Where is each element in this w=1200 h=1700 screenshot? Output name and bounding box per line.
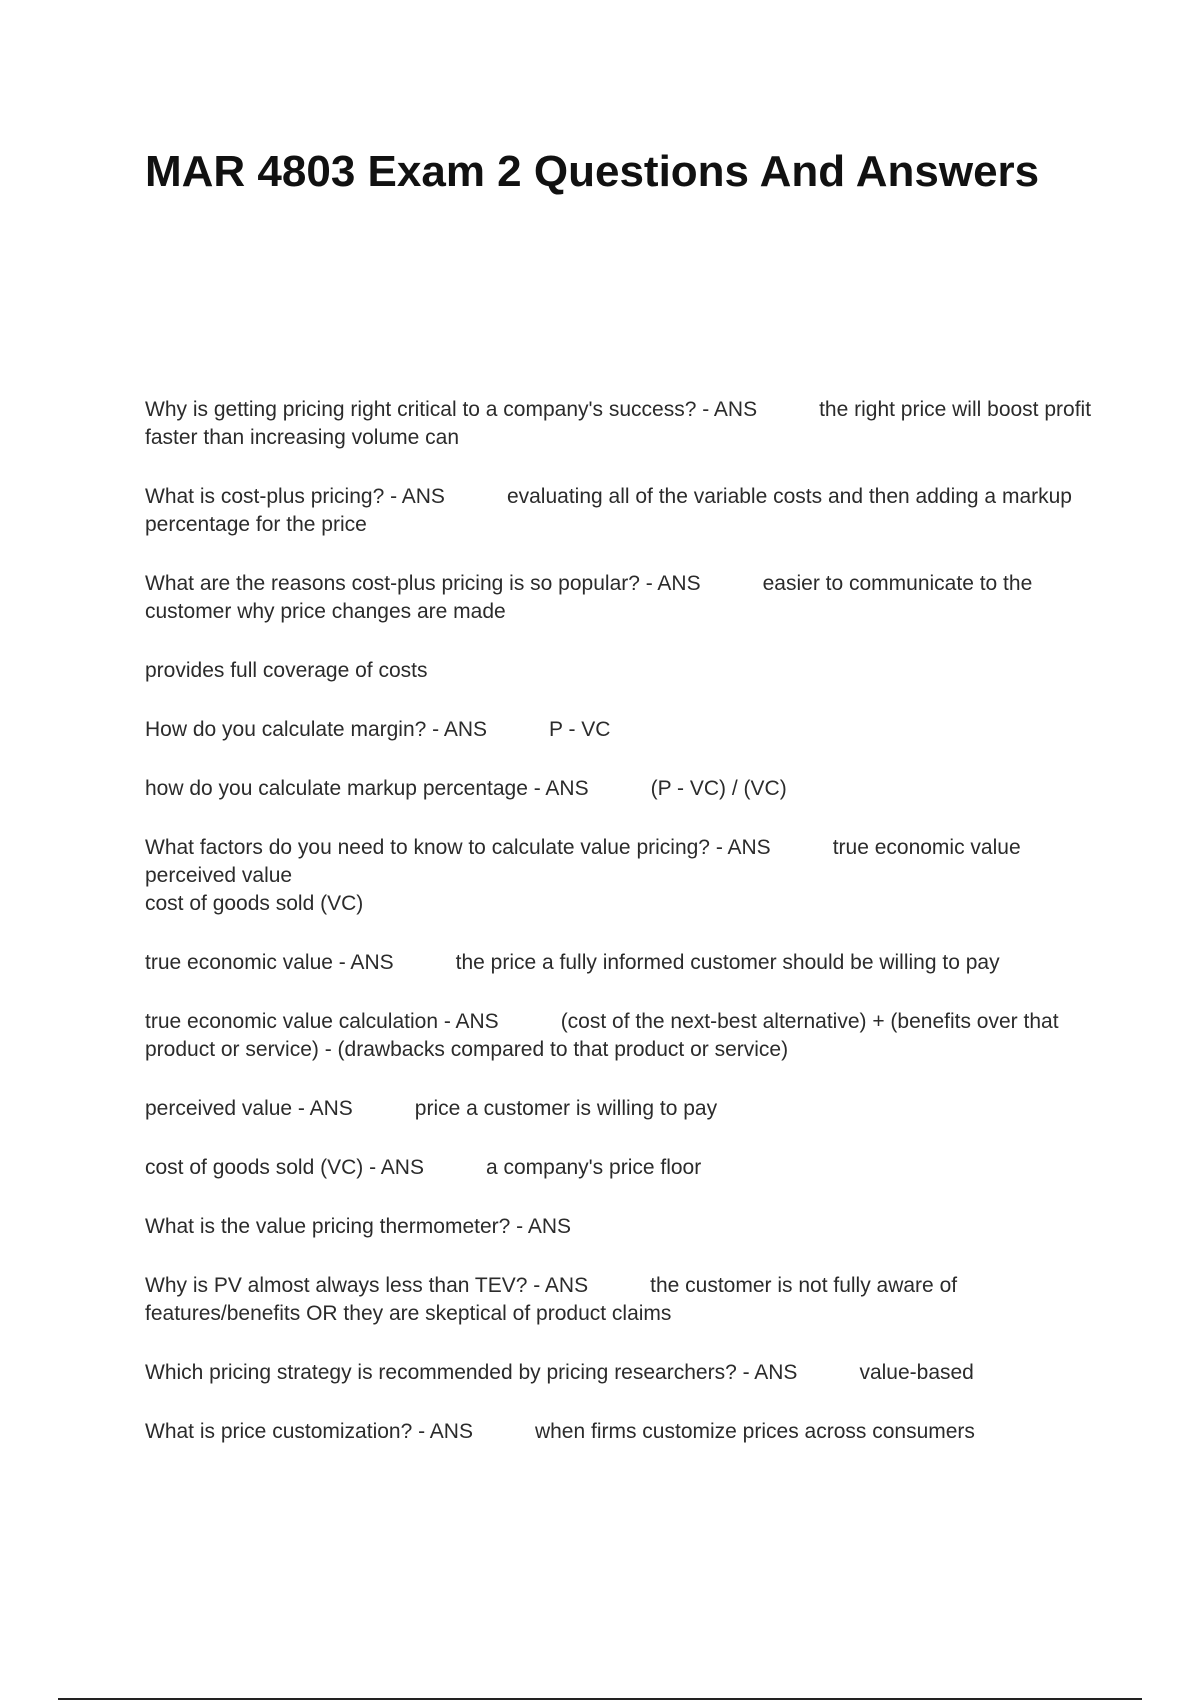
- document-title: MAR 4803 Exam 2 Questions And Answers: [145, 147, 1040, 196]
- answer-text: the right price will boost profit faster than increasing volume can: [145, 398, 1092, 449]
- answer-text: (P - VC) / (VC): [650, 777, 787, 800]
- qa-entry: [145, 1154, 1105, 1182]
- question-text: Why is getting pricing right critical to a company's success? - ANS: [145, 398, 758, 421]
- answer-text: value-based: [859, 1361, 974, 1384]
- question-text: What is price customization? - ANS: [145, 1420, 473, 1443]
- question-text: Why is PV almost always less than TEV? - ANS: [145, 1274, 589, 1297]
- question-text: What is the value pricing thermometer? - ANS: [145, 1215, 572, 1238]
- answer-text: when firms customize prices across consumers: [534, 1420, 975, 1443]
- answer-extra-line: cost of goods sold (VC): [145, 892, 364, 915]
- question-text: true economic value - ANS: [145, 951, 394, 974]
- qa-entry: [145, 1418, 1105, 1446]
- answer-extra-line: perceived value: [145, 864, 293, 887]
- question-text: What factors do you need to know to calculate value pricing? - ANS: [145, 836, 771, 859]
- question-text: Which pricing strategy is recommended by pricing researchers? - ANS: [145, 1361, 798, 1384]
- qa-entry: [145, 657, 1105, 685]
- answer-text: the customer is not fully aware of features/benefits OR they are skeptical of product claims: [145, 1274, 958, 1325]
- answer-text: (cost of the next-best alternative) + (benefits over that product or service) - (drawbacks compared to that product or service): [145, 1010, 1059, 1061]
- qa-entry: [145, 1095, 1105, 1123]
- qa-entry: [145, 775, 1105, 803]
- qa-entry: [145, 1359, 1105, 1387]
- question-text: What is cost-plus pricing? - ANS: [145, 485, 445, 508]
- qa-entry: [145, 834, 1105, 918]
- qa-entry: [145, 1272, 1105, 1328]
- answer-text: true economic value: [832, 836, 1021, 859]
- qa-entry: [145, 1213, 1105, 1241]
- question-text: how do you calculate markup percentage - ANS: [145, 777, 589, 800]
- qa-entry: [145, 483, 1105, 539]
- qa-entry: [145, 949, 1105, 977]
- answer-text: provides full coverage of costs: [145, 659, 428, 682]
- answer-text: a company's price floor: [485, 1156, 702, 1179]
- question-text: cost of goods sold (VC) - ANS: [145, 1156, 424, 1179]
- qa-entry: [145, 570, 1105, 626]
- question-text: perceived value - ANS: [145, 1097, 353, 1120]
- answer-text: easier to communicate to the customer why price changes are made: [145, 572, 1033, 623]
- question-text: true economic value calculation - ANS: [145, 1010, 499, 1033]
- answer-text: the price a fully informed customer should be willing to pay: [455, 951, 1000, 974]
- qa-entry: [145, 1008, 1105, 1064]
- qa-list: [145, 396, 1105, 1477]
- answer-text: P - VC: [549, 718, 611, 741]
- answer-text: evaluating all of the variable costs and then adding a markup percentage for the price: [145, 485, 1072, 536]
- question-text: What are the reasons cost-plus pricing is so popular? - ANS: [145, 572, 701, 595]
- qa-entry: [145, 396, 1105, 452]
- answer-text: price a customer is willing to pay: [414, 1097, 718, 1120]
- qa-entry: [145, 716, 1105, 744]
- question-text: How do you calculate margin? - ANS: [145, 718, 487, 741]
